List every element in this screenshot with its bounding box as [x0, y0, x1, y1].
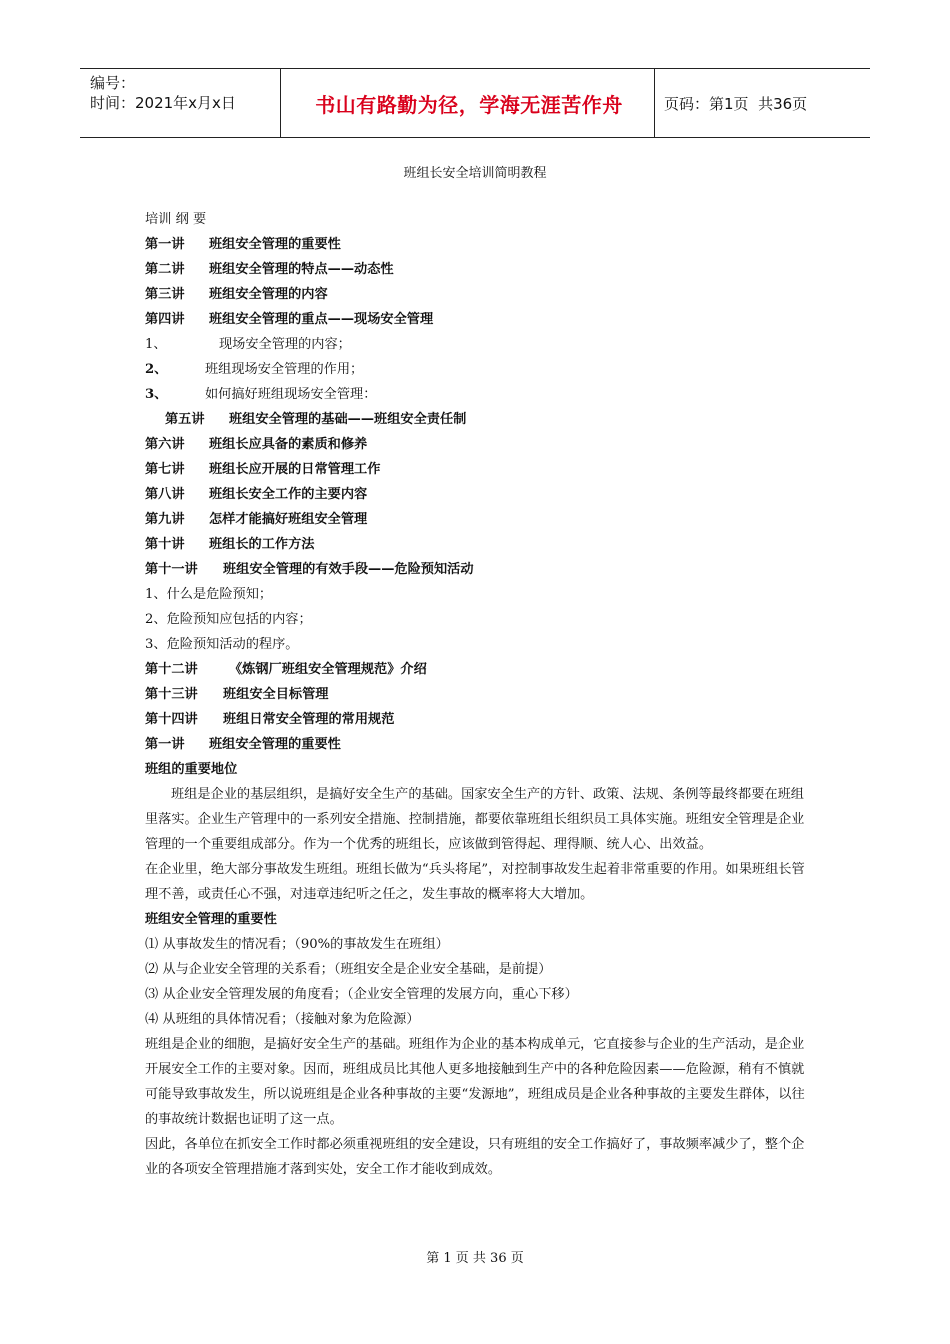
paragraph: 班组是企业的细胞，是搞好安全生产的基础。班组作为企业的基本构成单元，它直接参与企业的生产活动，是企业开展安全工作的主要对象。因而，班组成员比其他人更多地接触到生产中的各种危险因素——危险源，稍有不慎就可能导致事故发生，所以说班组是企业各种事故的主要“发源地”，班组成员是企业各种事故的主要发生群体，以往的事故统计数据也证明了这一点。 — [145, 1037, 805, 1127]
outline-question: 3、危险预知活动的程序。 — [145, 637, 299, 652]
header-divider — [654, 69, 655, 137]
header-motto: 书山有路勤为径，学海无涯苦作舟 — [315, 92, 623, 117]
subsection-heading: 班组的重要地位 — [145, 762, 238, 777]
paragraph: 在企业里，绝大部分事故发生班组。班组长做为“兵头将尾”，对控制事故发生起着非常重要的作用。如果班组长管理不善，或责任心不强，对违章违纪听之任之，发生事故的概率将大大增加。 — [145, 862, 805, 902]
outline-subitem: 3、 如何搞好班组现场安全管理： — [145, 387, 377, 402]
section-heading: 第一讲 班组安全管理的重要性 — [145, 737, 341, 752]
outline-item: 第三讲 班组安全管理的内容 — [145, 287, 328, 302]
page-footer: 第 1 页 共 36 页 — [426, 1251, 524, 1266]
list-item: ⑵ 从与企业安全管理的关系看；（班组安全是企业安全基础，是前提） — [145, 962, 552, 977]
outline-item: 第十二讲 《炼钢厂班组安全管理规范》介绍 — [145, 662, 427, 677]
outline-item: 第十讲 班组长的工作方法 — [145, 537, 315, 552]
header-divider — [280, 69, 281, 137]
outline-item: 第七讲 班组长应开展的日常管理工作 — [145, 462, 381, 477]
number-label: 编号： — [90, 74, 136, 92]
outline-heading: 培训 纲 要 — [145, 212, 207, 227]
header-page-info: 页码：第1页 共36页 — [664, 94, 808, 113]
outline-item: 第六讲 班组长应具备的素质和修养 — [145, 437, 368, 452]
outline-question: 2、危险预知应包括的内容； — [145, 612, 312, 627]
paragraph: 班组是企业的基层组织，是搞好安全生产的基础。国家安全生产的方针、政策、法规、条例等最终都要在班组里落实。企业生产管理中的一系列安全措施、控制措施，都要依靠班组长组织员工具体实施。班组安全管理是企业管理的一个重要组成部分。作为一个优秀的班组长，应该做到管得起、理得顺、统人心、出效益。 — [145, 787, 805, 852]
list-item: ⑷ 从班组的具体情况看；（接触对象为危险源） — [145, 1012, 420, 1027]
outline-subitem: 2、 班组现场安全管理的作用； — [145, 362, 364, 377]
paragraph: 因此，各单位在抓安全工作时都必须重视班组的安全建设，只有班组的安全工作搞好了，事故频率减少了，整个企业的各项安全管理措施才落到实处，安全工作才能收到成效。 — [145, 1137, 805, 1177]
outline-question: 1、什么是危险预知； — [145, 587, 273, 602]
outline-item: 第五讲 班组安全管理的基础——班组安全责任制 — [165, 412, 467, 427]
outline-item: 第二讲 班组安全管理的特点——动态性 — [145, 262, 394, 277]
outline-item: 第一讲 班组安全管理的重要性 — [145, 237, 341, 252]
header-meta — [90, 73, 236, 113]
list-item: ⑴ 从事故发生的情况看；（90%的事故发生在班组） — [145, 937, 449, 952]
outline-item: 第四讲 班组安全管理的重点——现场安全管理 — [145, 312, 434, 327]
list-item: ⑶ 从企业安全管理发展的角度看；（企业安全管理的发展方向，重心下移） — [145, 987, 578, 1002]
outline-item: 第十一讲 班组安全管理的有效手段——危险预知活动 — [145, 562, 474, 577]
document-body — [145, 207, 815, 1182]
outline-item: 第八讲 班组长安全工作的主要内容 — [145, 487, 368, 502]
document-title: 班组长安全培训简明教程 — [403, 166, 547, 181]
outline-item: 第十三讲 班组安全目标管理 — [145, 687, 329, 702]
outline-item: 第十四讲 班组日常安全管理的常用规范 — [145, 712, 395, 727]
outline-item: 第九讲 怎样才能搞好班组安全管理 — [145, 512, 368, 527]
time-label: 时间：2021年x月x日 — [90, 94, 236, 112]
outline-subitem: 1、 现场安全管理的内容； — [145, 337, 351, 352]
subsection-heading: 班组安全管理的重要性 — [145, 912, 277, 927]
page-header — [80, 68, 870, 138]
